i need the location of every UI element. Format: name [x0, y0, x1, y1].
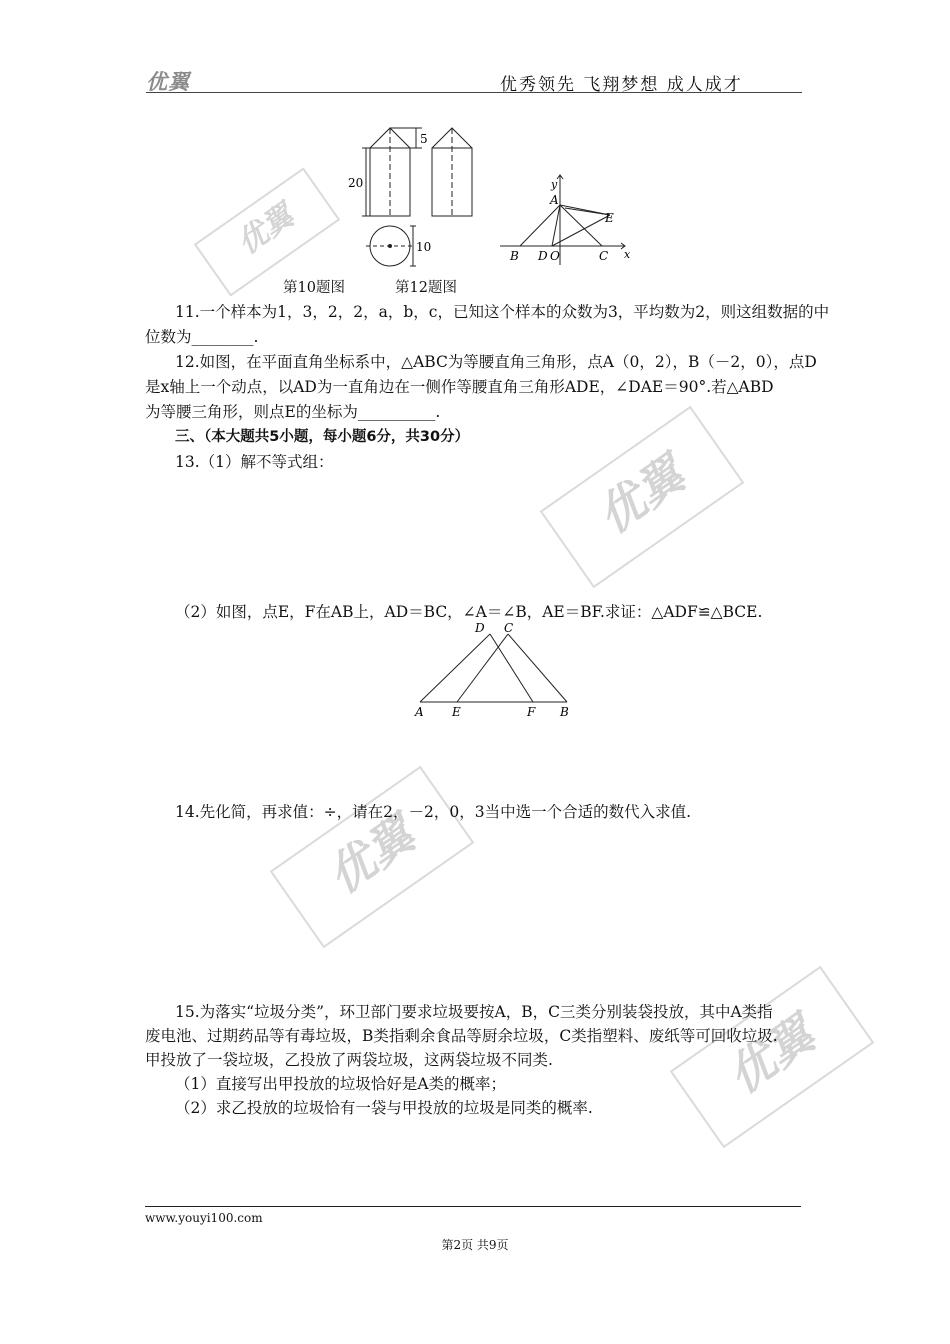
- q12-line1: 12.如图，在平面直角坐标系中，△ABC为等腰直角三角形，点A（0，2），B（－2，0），点D: [175, 353, 817, 371]
- fig13-label-C: C: [504, 621, 514, 635]
- watermark: 优翼: [540, 406, 745, 589]
- fig13-label-B: B: [560, 705, 569, 719]
- q15-sub1: （1）直接写出甲投放的垃圾恰好是A类的概率；: [175, 1075, 507, 1093]
- figure-13: [405, 618, 590, 723]
- fig13-label-F: F: [527, 705, 536, 719]
- page-number: 第2页 共9页: [441, 1238, 509, 1252]
- fig10-caption: 第10题图: [283, 280, 345, 296]
- q15-line2: 废电池、过期药品等有毒垃圾，B类指剩余食品等厨余垃圾，C类指塑料、废纸等可回收垃圾.: [145, 1027, 778, 1045]
- q11-line2: 位数为________.: [145, 328, 259, 346]
- fig12-label-x: x: [624, 248, 631, 261]
- fig10-dim-10: 10: [416, 240, 432, 254]
- fig12-label-E: E: [605, 211, 614, 225]
- q15-sub2: （2）求乙投放的垃圾恰有一袋与甲投放的垃圾是同类的概率.: [175, 1099, 593, 1117]
- figure-10-12: [340, 120, 660, 270]
- fig12-label-y: y: [551, 178, 558, 191]
- section-3-heading: 三、（本大题共5小题，每小题6分，共30分）: [175, 429, 470, 445]
- fig13-label-A: A: [415, 705, 424, 719]
- fig13-triangles: [420, 634, 567, 702]
- fig10-dim-20: 20: [348, 176, 364, 190]
- q13-part1: 13.（1）解不等式组：: [175, 453, 334, 471]
- watermark: 优翼: [270, 766, 475, 949]
- fig13-label-E: E: [452, 705, 461, 719]
- q12-line3: 为等腰三角形，则点E的坐标为__________.: [145, 403, 441, 421]
- header-logo: 优翼: [146, 70, 190, 94]
- q13-part2: （2）如图，点E，F在AB上，AD＝BC，∠A＝∠B，AE＝BF.求证：△ADF≌△BCE.: [175, 603, 763, 621]
- fig12-label-D: D: [538, 249, 548, 263]
- fig12-label-A: A: [550, 193, 559, 207]
- fig12-label-O: O: [550, 249, 560, 263]
- q15-line3: 甲投放了一袋垃圾，乙投放了两袋垃圾，这两袋垃圾不同类.: [145, 1051, 553, 1069]
- watermark: 优翼: [194, 167, 340, 296]
- watermark: 优翼: [670, 966, 875, 1149]
- q14-text: 14.先化简，再求值：÷，请在2，－2，0，3当中选一个合适的数代入求值.: [175, 803, 692, 821]
- q11-line1: 11.一个样本为1，3，2，2，a，b，c，已知这个样本的众数为3，平均数为2，则这组数据的中: [175, 303, 830, 321]
- header-divider: [146, 92, 802, 93]
- q15-line1: 15.为落实“垃圾分类”，环卫部门要求垃圾要按A，B，C三类分别装袋投放，其中A类指: [175, 1003, 773, 1021]
- footer-url[interactable]: www.youyi100.com: [145, 1211, 263, 1225]
- fig13-label-D: D: [475, 621, 485, 635]
- header-slogan: 优秀领先 飞翔梦想 成人成才: [500, 75, 743, 95]
- footer-divider: [145, 1206, 801, 1207]
- fig12-label-C: C: [599, 249, 609, 263]
- fig12-caption: 第12题图: [395, 280, 457, 296]
- fig10-dim-5: 5: [420, 132, 428, 146]
- fig12-label-B: B: [510, 249, 519, 263]
- q12-line2: 是x轴上一个动点，以AD为一直角边在一侧作等腰直角三角形ADE，∠DAE＝90°.若△ABD: [145, 378, 774, 396]
